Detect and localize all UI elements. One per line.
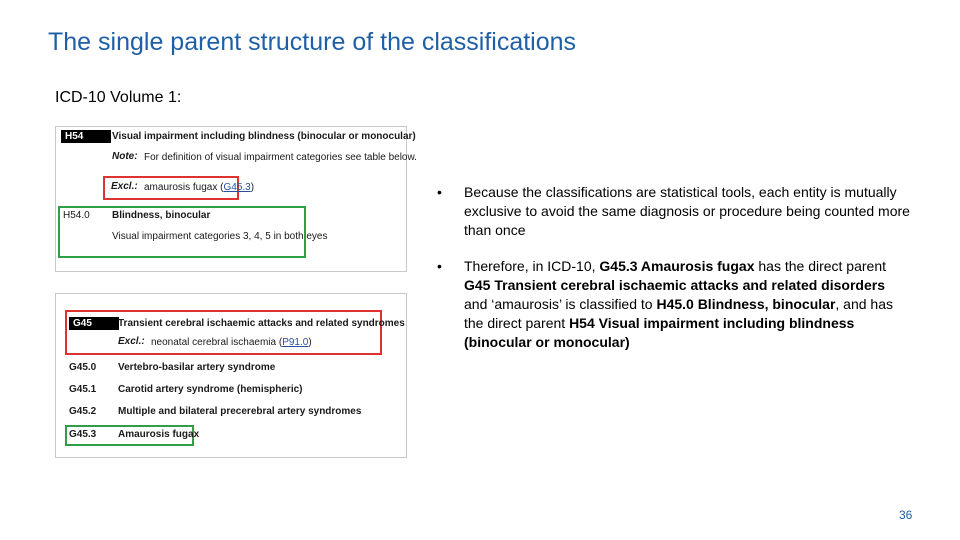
h54-0-desc: Visual impairment categories 3, 4, 5 in both eyes	[112, 231, 328, 242]
icd-excerpt-h54	[55, 126, 417, 272]
bullet-dot: •	[437, 184, 442, 200]
g45-code: G45	[69, 317, 119, 330]
table-row-code: G45.2	[69, 406, 97, 417]
slide-title: The single parent structure of the classifications	[48, 28, 577, 56]
h54-code: H54	[61, 130, 111, 143]
note-label: Note:	[112, 151, 138, 162]
excl-link-p91-0[interactable]: P91.0	[282, 337, 309, 348]
table-row-title: Multiple and bilateral precerebral artery syndromes	[118, 406, 362, 417]
h54-0-code: H54.0	[63, 210, 90, 221]
note-text: For definition of visual impairment categories see table below.	[144, 152, 417, 163]
table-row-code: G45.0	[69, 362, 97, 373]
bullet-item-2	[430, 257, 910, 352]
h54-0-title: Blindness, binocular	[112, 210, 211, 221]
slide-subtitle: ICD-10 Volume 1:	[55, 89, 182, 106]
bullet-item-1	[430, 183, 910, 240]
g45-excl-label: Excl.:	[118, 336, 145, 347]
icd-excerpt-g45	[55, 293, 407, 458]
excl-label: Excl.:	[111, 181, 138, 192]
table-row-title: Amaurosis fugax	[118, 429, 200, 440]
g45-title: Transient cerebral ischaemic attacks and related syndromes	[118, 318, 405, 329]
bullet-dot: •	[437, 258, 442, 274]
g45-excl-text: neonatal cerebral ischaemia (P91.0)	[151, 337, 312, 348]
bullet-text: Because the classifications are statistical tools, each entity is mutually exclusive to avoid the same diagnosis or procedure being counted more than once	[464, 184, 910, 238]
page-number: 36	[899, 508, 913, 522]
excl-text: amaurosis fugax (G45.3)	[144, 182, 255, 193]
table-row-title: Vertebro-basilar artery syndrome	[118, 362, 276, 373]
bullet-text: Therefore, in ICD-10, G45.3 Amaurosis fugax has the direct parent G45 Transient cerebral ischaemic attacks and related disorders and ‘amaurosis’ is classified to H45.0 Blindness, binocular, and has the direct parent H54 Visual impairment including blindness (binocular or monocular)	[464, 258, 893, 350]
bullet-list	[430, 183, 910, 369]
h54-title: Visual impairment including blindness (binocular or monocular)	[112, 131, 416, 142]
table-row-code: G45.1	[69, 384, 97, 395]
excl-link-g45-3[interactable]: G45.3	[223, 182, 251, 193]
table-row-title: Carotid artery syndrome (hemispheric)	[118, 384, 303, 395]
table-row-code: G45.3	[69, 429, 97, 440]
